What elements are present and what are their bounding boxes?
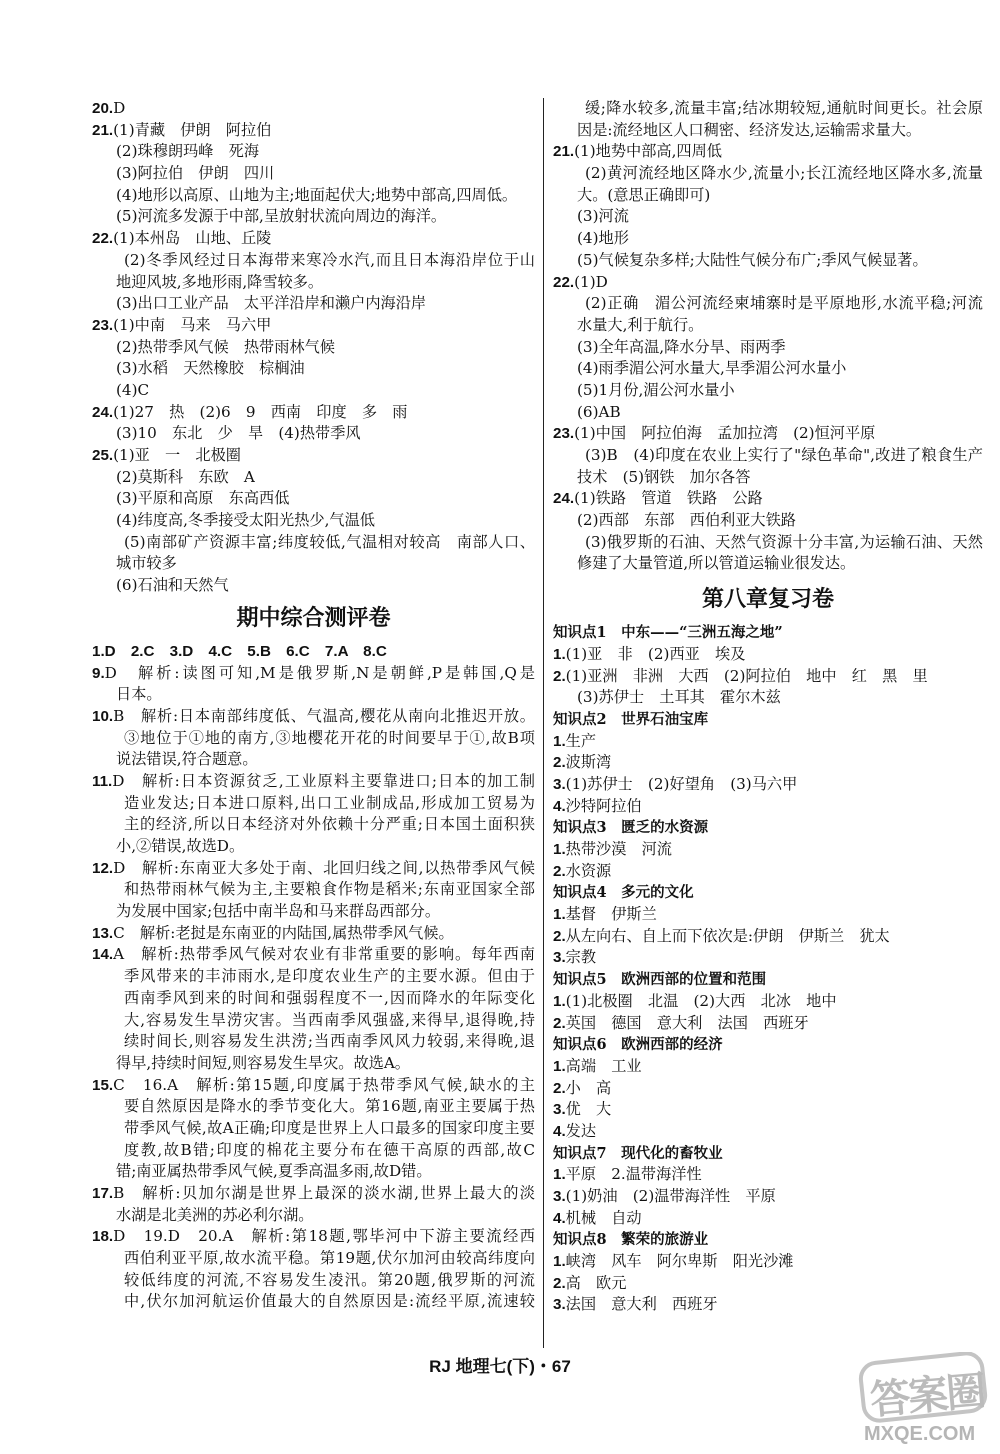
answer-line bbox=[553, 947, 983, 969]
question-number: 25. bbox=[92, 447, 114, 464]
answer-line bbox=[92, 98, 535, 120]
answer-line bbox=[553, 1294, 983, 1316]
answer-text: (3)阿拉伯 伊朗 四川 bbox=[116, 164, 275, 183]
answer-line bbox=[553, 120, 983, 142]
answer-text: (1)中南 马来 马六甲 bbox=[113, 315, 272, 334]
answer-line bbox=[553, 358, 983, 380]
answer-text: 错;南亚属热带季风气候,夏季高温多雨,故D错。 bbox=[116, 1162, 432, 1181]
answer-text: 日本。 bbox=[116, 685, 162, 704]
answer-text: (2)西部 东部 西伯利亚大铁路 bbox=[577, 511, 796, 530]
answer-line bbox=[553, 141, 983, 163]
answer-line bbox=[553, 687, 983, 709]
answer-text: (1)27 热 (2)6 9 西南 印度 多 雨 bbox=[113, 402, 408, 421]
answer-text: 技术 (5)钢铁 加尔各答 bbox=[577, 467, 751, 486]
answer-line bbox=[92, 923, 535, 945]
question-number: 12. bbox=[92, 859, 114, 877]
answer-text: (2)黄河流经地区降水少,流量小;长江流经地区降水多,流量 bbox=[585, 164, 983, 183]
question-number: 2. bbox=[553, 1079, 566, 1097]
answer-line bbox=[553, 293, 983, 315]
answer-text: D 解析:日本资源贫乏,工业原料主要靠进口;日本的加工制 bbox=[112, 771, 535, 790]
answer-text: (4)地形以高原、山地为主;地面起伏大;地势中部高,四周低。 bbox=[116, 185, 518, 204]
answer-text: (1)本州岛 山地、丘陵 bbox=[113, 229, 272, 248]
answer-line bbox=[92, 380, 535, 402]
answer-line bbox=[92, 901, 535, 923]
answer-line bbox=[553, 185, 983, 207]
answer-text: 小,②错误,故选D。 bbox=[116, 837, 245, 855]
answer-line bbox=[553, 774, 983, 796]
answer-line bbox=[553, 926, 983, 948]
answer-line bbox=[553, 1251, 983, 1273]
answer-line bbox=[92, 575, 535, 597]
answer-text: 西南季风到来的时间和强弱程度不一,因而降水的年际变化 bbox=[124, 988, 535, 1007]
answer-line bbox=[553, 1121, 983, 1143]
answer-text: (4)地形 bbox=[577, 229, 629, 248]
answer-line bbox=[92, 1140, 535, 1162]
answer-text: 水资源 bbox=[565, 861, 612, 880]
answer-text: 峡湾 风车 阿尔卑斯 阳光沙滩 bbox=[565, 1252, 794, 1271]
answer-line bbox=[92, 402, 535, 424]
answer-line bbox=[92, 793, 535, 815]
question-number: 4. bbox=[553, 797, 566, 815]
answer-text: (2)莫斯科 东欧 A bbox=[116, 467, 255, 486]
knowledge-point-heading: 知识点5 欧洲西部的位置和范围 bbox=[553, 971, 767, 989]
answer-text: 西伯利亚平原,故水流平稳。第19题,伏尔加河由较高纬度向 bbox=[124, 1249, 535, 1268]
answer-text: (4)雨季湄公河水量大,旱季湄公河水量小 bbox=[577, 359, 847, 378]
question-number: 1. bbox=[553, 992, 566, 1010]
answer-line bbox=[553, 98, 983, 120]
watermark-url: MXQE.COM bbox=[864, 1423, 976, 1445]
answer-text: (1)铁路 管道 铁路 公路 bbox=[574, 489, 763, 508]
answer-text: (6)AB bbox=[577, 402, 621, 421]
answer-text: 要自然原因是降水的季节变化大。第16题,南亚主要属于热 bbox=[124, 1097, 535, 1116]
answer-text: 沙特阿拉伯 bbox=[565, 796, 642, 815]
answer-line bbox=[92, 185, 535, 207]
answer-line bbox=[92, 1053, 535, 1075]
answer-line bbox=[92, 706, 535, 728]
question-number: 3. bbox=[553, 775, 566, 793]
question-number: 24. bbox=[553, 490, 575, 508]
question-number: 2. bbox=[553, 927, 566, 945]
answer-text: 说法错误,符合题意。 bbox=[116, 750, 258, 769]
answer-line bbox=[92, 771, 535, 793]
question-number: 18. bbox=[92, 1228, 114, 1246]
answer-line bbox=[92, 315, 535, 337]
question-number: 21. bbox=[553, 143, 575, 161]
answer-line bbox=[553, 904, 983, 926]
answer-text: (2)珠穆朗玛峰 死海 bbox=[116, 142, 260, 161]
knowledge-point-heading: 知识点1 中东——“三洲五海之地” bbox=[553, 624, 783, 642]
question-number: 15. bbox=[92, 1076, 114, 1094]
answer-line bbox=[553, 1056, 983, 1078]
question-number: 23. bbox=[553, 425, 575, 443]
answer-text: B 解析:贝加尔湖是世界上最深的淡水湖,世界上最大的淡 bbox=[113, 1184, 535, 1202]
answer-line bbox=[553, 250, 983, 272]
answer-text: 生产 bbox=[565, 731, 597, 750]
knowledge-point-heading: 知识点7 现代化的畜牧业 bbox=[553, 1144, 723, 1162]
answer-line bbox=[92, 966, 535, 988]
answer-line bbox=[92, 293, 535, 315]
answer-text: (1)亚洲 非洲 大西 (2)阿拉伯 地中 红 黑 里 bbox=[565, 666, 928, 685]
watermark-logo bbox=[856, 1352, 992, 1448]
answer-line bbox=[553, 1273, 983, 1295]
page-footer: RJ 地理七(下)・67 bbox=[429, 1357, 571, 1376]
answer-text: 水量大,利于航行。 bbox=[577, 315, 704, 334]
answer-text: (1)中国 阿拉伯海 孟加拉湾 (2)恒河平原 bbox=[574, 424, 876, 443]
question-number: 2. bbox=[553, 862, 566, 880]
answer-text: (1)地势中部高,四周低 bbox=[574, 142, 722, 161]
answer-line bbox=[92, 510, 535, 532]
answer-text: (2)冬季风经过日本海带来寒冷水汽,而且日本海沿岸位于山 bbox=[124, 250, 535, 269]
answer-line bbox=[553, 337, 983, 359]
answer-line bbox=[92, 728, 535, 750]
answer-line bbox=[553, 796, 983, 818]
answer-line bbox=[553, 1099, 983, 1121]
answer-text: B 解析:日本南部纬度低、气温高,樱花从南向北推迟开放。 bbox=[113, 706, 535, 725]
answer-line bbox=[92, 1270, 535, 1292]
answer-line bbox=[553, 423, 983, 445]
answer-text: 修建了大量管道,所以管道运输业很发达。 bbox=[577, 554, 856, 573]
answer-line bbox=[553, 272, 983, 294]
answer-text: 缓;降水较多,流量丰富;结冰期较短,通航时间更长。社会原 bbox=[585, 99, 983, 117]
answer-text: 度教,故B错;印度的棉花主要分布在德干高原的西部,故C bbox=[124, 1140, 535, 1159]
answer-line bbox=[92, 988, 535, 1010]
answer-line bbox=[553, 752, 983, 774]
answer-text: 大,容易发生旱涝灾害。当西南季风强盛,来得早,退得晚,持 bbox=[124, 1010, 535, 1029]
answer-line bbox=[553, 467, 983, 489]
answer-text: (5)气候复杂多样;大陆性气候分布广;季风气候显著。 bbox=[577, 250, 928, 269]
answer-line bbox=[92, 141, 535, 163]
answer-line bbox=[92, 228, 535, 250]
answer-line bbox=[92, 423, 535, 445]
answer-line bbox=[92, 445, 535, 467]
answer-text: (1)苏伊士 (2)好望角 (3)马六甲 bbox=[565, 774, 798, 793]
answer-line bbox=[553, 315, 983, 337]
answer-text: C 解析:老挝是东南亚的内陆国,属热带季风气候。 bbox=[113, 923, 454, 942]
answer-line bbox=[92, 206, 535, 228]
answer-text: 热带沙漠 河流 bbox=[565, 840, 672, 858]
answer-line bbox=[553, 644, 983, 666]
answer-line bbox=[92, 1031, 535, 1053]
answer-text: 1.D 2.C 3.D 4.C 5.B 6.C 7.A 8.C bbox=[92, 642, 387, 660]
knowledge-point-heading: 知识点6 欧洲西部的经济 bbox=[553, 1036, 723, 1054]
answer-line bbox=[92, 272, 535, 294]
answer-text: 高端 工业 bbox=[565, 1056, 642, 1075]
answer-text: 续时间长,则容易发生洪涝;当西南季风风力较弱,来得晚,退 bbox=[124, 1032, 535, 1051]
knowledge-point-heading: 知识点4 多元的文化 bbox=[553, 884, 694, 902]
answer-line bbox=[92, 1248, 535, 1270]
answer-line bbox=[553, 1013, 983, 1035]
answer-text: 较低纬度的河流,不容易发生凌汛。第20题,俄罗斯的河流 bbox=[124, 1270, 535, 1289]
question-number: 1. bbox=[553, 645, 566, 663]
answer-line bbox=[92, 879, 535, 901]
knowledge-point-heading: 知识点8 繁荣的旅游业 bbox=[553, 1231, 709, 1249]
answer-line bbox=[92, 1096, 535, 1118]
answer-line bbox=[553, 228, 983, 250]
answer-text: (1)青藏 伊朗 阿拉伯 bbox=[113, 120, 272, 139]
question-number: 11. bbox=[92, 772, 113, 790]
answer-line bbox=[553, 731, 983, 753]
answer-text: 主的经济,所以日本经济对外依赖十分严重;日本国土面积狭 bbox=[124, 815, 535, 834]
answer-text: 得早,持续时间短,则容易发生旱灾。故选A。 bbox=[116, 1053, 410, 1072]
answer-text: D 解析:东南亚大多处于南、北回归线之间,以热带季风气候 bbox=[113, 858, 535, 877]
answers-section-chapter8 bbox=[553, 622, 983, 1316]
answer-line bbox=[553, 402, 983, 424]
answer-line bbox=[553, 1164, 983, 1186]
answer-text: (2)热带季风气候 热带雨林气候 bbox=[116, 337, 335, 356]
answer-text: 地迎风坡,多地形雨,降雪较多。 bbox=[116, 272, 324, 291]
knowledge-point-heading: 知识点3 匮乏的水资源 bbox=[553, 819, 709, 837]
answer-text: 优 大 bbox=[565, 1100, 612, 1119]
answer-text: 中,伏尔加河航运价值最大的自然原因是:流经平原,流速较 bbox=[124, 1292, 535, 1311]
answer-text: 大。(意思正确即可) bbox=[577, 185, 711, 204]
answer-text: (3)苏伊士 土耳其 霍尔木兹 bbox=[577, 688, 781, 707]
answer-line bbox=[553, 488, 983, 510]
answer-text: 带季风气候,故A正确;印度是世界上人口最多的国家印度主要 bbox=[124, 1118, 535, 1137]
question-number: 14. bbox=[92, 946, 114, 964]
question-number: 10. bbox=[92, 707, 114, 725]
answer-line bbox=[92, 944, 535, 966]
answer-line bbox=[92, 163, 535, 185]
answer-text: (1)亚 一 北极圈 bbox=[113, 446, 241, 464]
question-number: 4. bbox=[553, 1209, 566, 1227]
left-column bbox=[92, 98, 535, 1313]
answer-line bbox=[92, 641, 535, 663]
answer-line bbox=[553, 991, 983, 1013]
answer-line bbox=[553, 553, 983, 575]
midterm-title: 期中综合测评卷 bbox=[236, 605, 391, 631]
question-number: 22. bbox=[92, 230, 114, 248]
answer-text: 基督 伊斯兰 bbox=[565, 905, 657, 924]
answer-text: (6)石油和天然气 bbox=[116, 576, 229, 595]
answer-line bbox=[92, 1010, 535, 1032]
answer-line bbox=[92, 1118, 535, 1140]
question-number: 22. bbox=[553, 273, 575, 291]
answer-line bbox=[92, 1161, 535, 1183]
answer-text: (1)亚 非 (2)西亚 埃及 bbox=[565, 644, 746, 663]
answer-line bbox=[553, 1078, 983, 1100]
answer-text: (3)河流 bbox=[577, 207, 629, 226]
answer-text: ③地位于①地的南方,③地樱花开花的时间要早于①,故B项 bbox=[124, 728, 535, 747]
question-number: 3. bbox=[553, 1188, 566, 1205]
answer-text: 水湖是北美洲的苏必利尔湖。 bbox=[116, 1205, 314, 1224]
answer-line bbox=[92, 1291, 535, 1313]
answer-text: 从左向右、自上而下依次是:伊朗 伊斯兰 犹太 bbox=[565, 926, 890, 945]
answer-line bbox=[92, 1075, 535, 1097]
question-number: 3. bbox=[553, 1296, 566, 1314]
answer-text: (5)南部矿产资源丰富;纬度较低,气温相对较高 南部人口、 bbox=[124, 532, 535, 551]
answer-text: (1)奶油 (2)温带海洋性 平原 bbox=[565, 1187, 776, 1205]
watermark-glyphs: 答案圈 bbox=[868, 1368, 987, 1424]
answer-text: 和热带雨林气候为主,主要粮食作物是稻米;东南亚国家全部 bbox=[124, 880, 535, 899]
answer-line bbox=[553, 666, 983, 688]
answer-line bbox=[553, 445, 983, 467]
answer-line bbox=[553, 1186, 983, 1208]
answer-text: 发达 bbox=[565, 1121, 597, 1140]
answer-text: 造业发达;日本进口原料,出口工业制成品,形成加工贸易为 bbox=[124, 793, 535, 812]
question-number: 2. bbox=[553, 667, 566, 685]
answer-text: D bbox=[113, 99, 126, 117]
question-number: 9. bbox=[92, 664, 105, 682]
question-number: 2. bbox=[553, 754, 566, 772]
question-number: 17. bbox=[92, 1185, 114, 1202]
answer-line bbox=[92, 749, 535, 771]
answer-line bbox=[92, 553, 535, 575]
answer-line bbox=[92, 1183, 535, 1205]
question-number: 13. bbox=[92, 924, 114, 942]
question-number: 1. bbox=[553, 732, 566, 750]
question-number: 1. bbox=[553, 841, 566, 858]
answer-line bbox=[92, 858, 535, 880]
answer-text: (3)B (4)印度在农业上实行了"绿色革命",改进了粮食生产 bbox=[585, 446, 983, 464]
answer-text: A 解析:热带季风气候对农业有非常重要的影响。每年西南 bbox=[113, 945, 535, 964]
answer-line bbox=[92, 488, 535, 510]
answer-text: 平原 2.温带海洋性 bbox=[565, 1165, 702, 1184]
answer-text: (3)全年高温,降水分旱、雨两季 bbox=[577, 337, 786, 356]
question-number: 1. bbox=[553, 1166, 566, 1184]
knowledge-point-heading: 知识点2 世界石油宝库 bbox=[553, 710, 709, 728]
answer-text: (5)河流多发源于中部,呈放射状流向周边的海洋。 bbox=[116, 207, 447, 226]
column-divider bbox=[543, 98, 544, 1348]
answer-text: (3)水稻 天然橡胶 棕榈油 bbox=[116, 359, 305, 378]
answer-line bbox=[553, 839, 983, 861]
answer-line bbox=[553, 861, 983, 883]
answer-text: 机械 自动 bbox=[565, 1208, 642, 1227]
answer-text: D 19.D 20.A 解析:第18题,鄂毕河中下游主要流经西 bbox=[113, 1227, 535, 1246]
answer-line bbox=[92, 684, 535, 706]
question-number: 3. bbox=[553, 949, 566, 967]
question-number: 21. bbox=[92, 121, 114, 139]
answer-text: 高 欧元 bbox=[565, 1273, 627, 1292]
answers-section-chapter7 bbox=[92, 98, 535, 597]
answer-text: 波斯湾 bbox=[565, 753, 612, 772]
answer-text: 城市较多 bbox=[116, 554, 177, 573]
answer-text: C 16.A 解析:第15题,印度属于热带季风气候,缺水的主 bbox=[113, 1075, 535, 1094]
question-number: 1. bbox=[553, 1057, 566, 1075]
answer-text: 英国 德国 意大利 法国 西班牙 bbox=[565, 1013, 809, 1032]
answer-text: (3)俄罗斯的石油、天然气资源十分丰富,为运输石油、天然 bbox=[585, 532, 983, 551]
answer-line bbox=[553, 1208, 983, 1230]
question-number: 20. bbox=[92, 100, 114, 117]
answers-section-midterm bbox=[92, 641, 535, 1313]
answer-text: (4)C bbox=[116, 380, 150, 399]
answer-text: 因是:流经地区人口稠密、经济发达,运输需求量大。 bbox=[577, 120, 922, 139]
answer-text: (3)出口工业产品 太平洋沿岸和濑户内海沿岸 bbox=[116, 294, 427, 313]
answer-text: 季风带来的丰沛雨水,是印度农业生产的主要水源。但由于 bbox=[124, 967, 535, 986]
answer-line bbox=[92, 467, 535, 489]
answer-line bbox=[92, 120, 535, 142]
question-number: 24. bbox=[92, 403, 114, 421]
answer-text: D 解析:读图可知,M是俄罗斯,N是朝鲜,P是韩国,Q是 bbox=[104, 663, 535, 682]
question-number: 2. bbox=[553, 1014, 566, 1032]
answer-text: (3)平原和高原 东高西低 bbox=[116, 489, 290, 508]
answer-line bbox=[92, 250, 535, 272]
answer-text: (1)D bbox=[574, 272, 608, 291]
answer-line bbox=[553, 532, 983, 554]
answer-line bbox=[553, 380, 983, 402]
question-number: 2. bbox=[553, 1274, 566, 1292]
answer-text: 小 高 bbox=[565, 1078, 612, 1097]
question-number: 3. bbox=[553, 1101, 566, 1119]
question-number: 1. bbox=[553, 906, 566, 924]
answer-text: (5)1月份,湄公河水量小 bbox=[577, 380, 735, 399]
answer-text: 法国 意大利 西班牙 bbox=[565, 1295, 718, 1314]
answer-text: (1)北极圈 北温 (2)大西 北冰 地中 bbox=[565, 991, 837, 1010]
answer-line bbox=[92, 1205, 535, 1227]
question-number: 1. bbox=[553, 1253, 566, 1271]
answer-line bbox=[92, 1226, 535, 1248]
answer-text: (3)10 东北 少 旱 (4)热带季风 bbox=[116, 424, 361, 443]
answer-line bbox=[92, 337, 535, 359]
answer-line bbox=[92, 358, 535, 380]
answer-line bbox=[553, 510, 983, 532]
answer-line bbox=[92, 836, 535, 858]
chapter8-title: 第八章复习卷 bbox=[701, 587, 834, 613]
answer-line bbox=[553, 206, 983, 228]
answer-text: 为发展中国家;包括中南半岛和马来群岛西部分。 bbox=[116, 902, 441, 921]
answer-line bbox=[92, 532, 535, 554]
right-column bbox=[553, 98, 983, 1316]
answer-text: 宗教 bbox=[565, 948, 597, 967]
answer-line bbox=[92, 814, 535, 836]
question-number: 4. bbox=[553, 1122, 566, 1140]
answer-text: (2)正确 湄公河流经柬埔寨时是平原地形,水流平稳;河流 bbox=[585, 294, 983, 313]
question-number: 23. bbox=[92, 316, 114, 334]
answers-section-continued bbox=[553, 98, 983, 575]
answer-text: (4)纬度高,冬季接受太阳光热少,气温低 bbox=[116, 511, 375, 530]
answer-line bbox=[92, 663, 535, 685]
answer-line bbox=[553, 163, 983, 185]
